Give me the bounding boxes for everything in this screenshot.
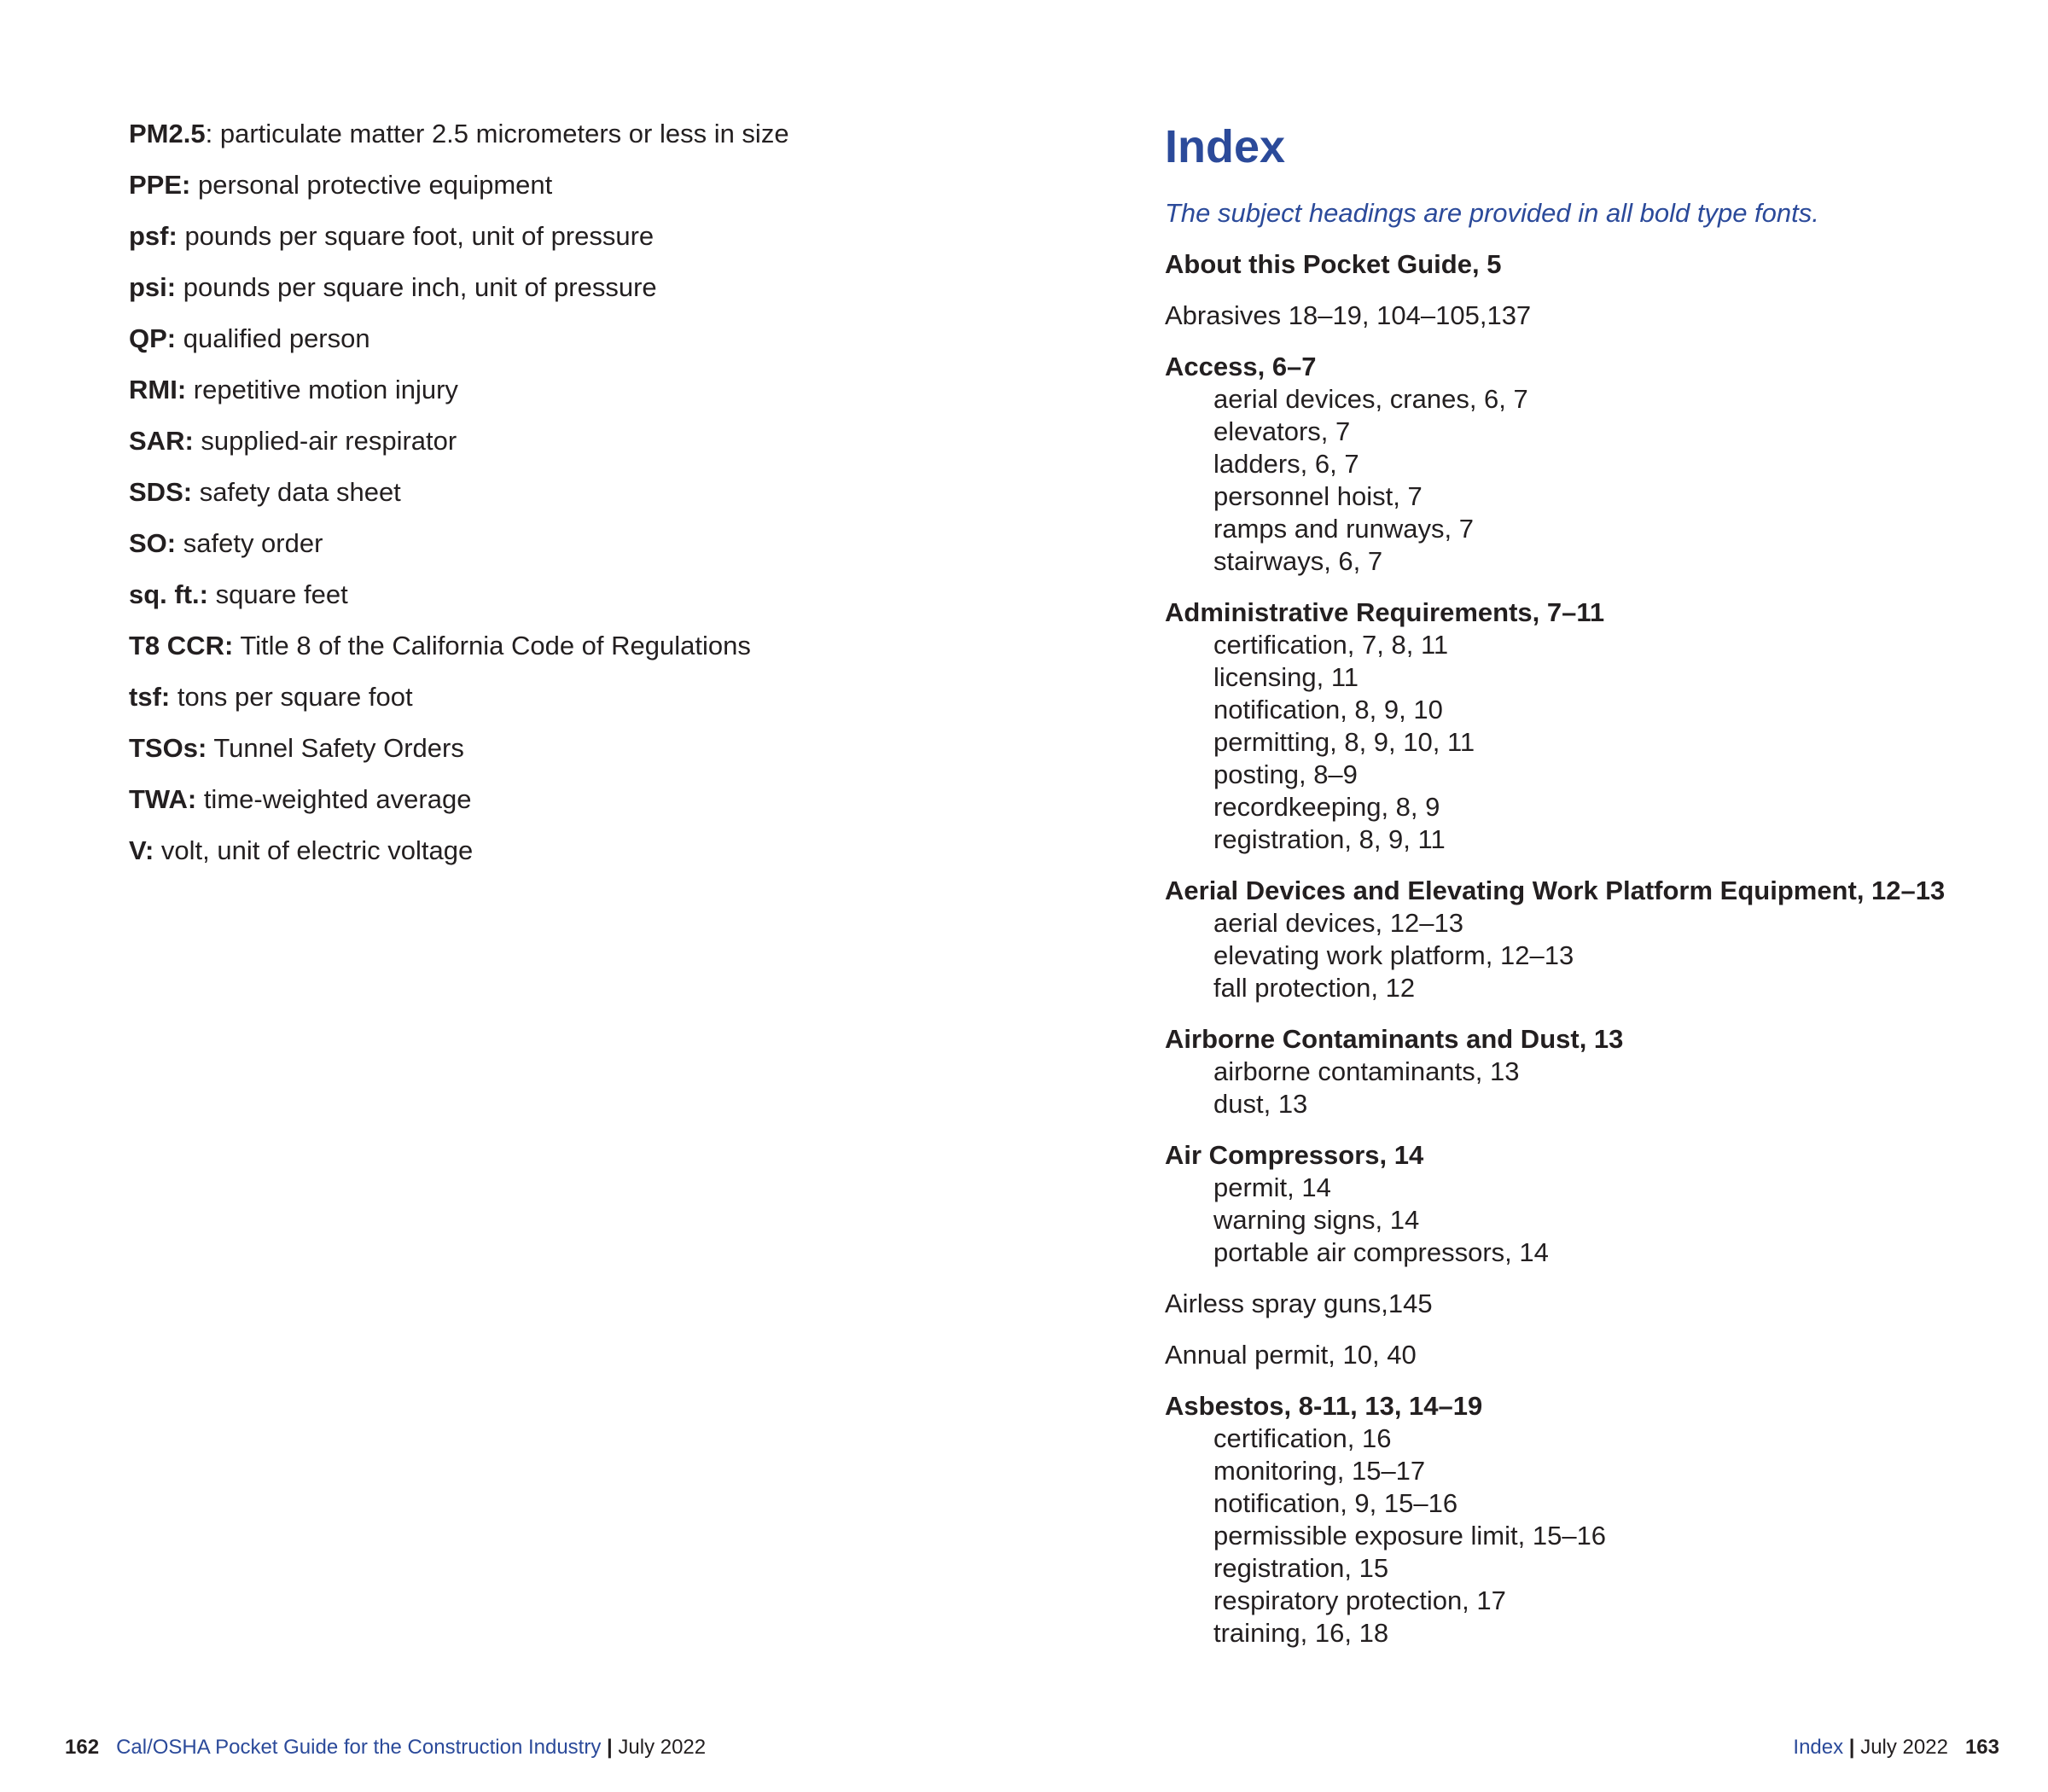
right-page [1024, 0, 2048, 1792]
glossary-item [129, 476, 982, 509]
index-subentry: airborne contaminants, 13 [1213, 1056, 1520, 1086]
glossary-item [129, 425, 982, 457]
glossary-term: TSOs: [129, 733, 207, 763]
glossary-item [129, 323, 982, 355]
index-subentry: stairways, 6, 7 [1213, 546, 1383, 576]
glossary-definition: Title 8 of the California Code of Regulations [233, 631, 751, 660]
glossary-item [129, 169, 982, 201]
index-entry [1165, 248, 2027, 281]
index-subentry: certification, 7, 8, 11 [1213, 630, 1449, 660]
glossary-item [129, 374, 982, 406]
index-entry [1165, 300, 2027, 332]
index-subentry: respiratory protection, 17 [1213, 1585, 1506, 1615]
glossary-term: SDS: [129, 477, 193, 507]
index-entry-heading: Annual permit, 10, 40 [1165, 1340, 1417, 1370]
index-subject-heading: Asbestos, 8-11, 13, 14–19 [1165, 1391, 1483, 1421]
glossary-item [129, 118, 982, 150]
glossary-term: T8 CCR: [129, 631, 234, 660]
glossary-term: TWA: [129, 784, 197, 814]
index-title: Index [1165, 121, 1286, 172]
index-subentry: posting, 8–9 [1213, 759, 1358, 789]
glossary-term: SAR: [129, 426, 194, 456]
index-subentry: recordkeeping, 8, 9 [1213, 792, 1440, 822]
index-note: The subject headings are provided in all bold type fonts. [1165, 198, 1819, 228]
index-subject-heading: Air Compressors, 14 [1165, 1140, 1424, 1170]
footer-section: Index [1793, 1736, 1844, 1759]
index-subentry: notification, 9, 15–16 [1213, 1488, 1458, 1518]
glossary-definition: personal protective equipment [190, 170, 553, 200]
index-subentry: training, 16, 18 [1213, 1618, 1389, 1648]
index-subentry: permit, 14 [1213, 1172, 1331, 1202]
index-subentry: certification, 16 [1213, 1423, 1392, 1453]
footer-separator: | [1848, 1736, 1855, 1759]
index-subentry: registration, 8, 9, 11 [1213, 824, 1446, 854]
footer-date: July 2022 [618, 1736, 707, 1759]
index-subentry: ladders, 6, 7 [1213, 449, 1359, 479]
glossary-definition: Tunnel Safety Orders [207, 733, 464, 763]
index-entry [1165, 1339, 2027, 1371]
index-entry [1165, 875, 2027, 1004]
glossary-term: psi: [129, 272, 177, 302]
glossary-definition: time-weighted average [196, 784, 472, 814]
index-subentry: aerial devices, 12–13 [1213, 908, 1463, 938]
index-subentry: elevators, 7 [1213, 416, 1351, 446]
glossary-definition: safety order [176, 528, 323, 558]
glossary-definition: pounds per square foot, unit of pressure [177, 221, 655, 251]
index-subentry: elevating work platform, 12–13 [1213, 940, 1574, 970]
index-subject-heading: Aerial Devices and Elevating Work Platform Equipment, 12–13 [1165, 876, 1946, 905]
glossary-term: psf: [129, 221, 177, 251]
index-entries [1165, 248, 2027, 1649]
index-entry [1165, 1139, 2027, 1269]
glossary-term: PPE: [129, 170, 191, 200]
glossary-term: V: [129, 835, 154, 865]
index-subentry: ramps and runways, 7 [1213, 514, 1474, 544]
glossary-term: RMI: [129, 375, 187, 404]
index-subject-heading: Airborne Contaminants and Dust, 13 [1165, 1024, 1624, 1054]
glossary-term: tsf: [129, 682, 171, 712]
glossary-item [129, 732, 982, 765]
index-subentry: notification, 8, 9, 10 [1213, 695, 1443, 724]
index-subentry: dust, 13 [1213, 1089, 1308, 1119]
glossary-item [129, 579, 982, 611]
glossary-definition: pounds per square inch, unit of pressure [176, 272, 657, 302]
glossary-item [129, 681, 982, 713]
glossary-list [129, 118, 982, 886]
glossary-definition: tons per square foot [170, 682, 413, 712]
index-subentry: registration, 15 [1213, 1553, 1389, 1583]
glossary-item [129, 527, 982, 560]
glossary-term: SO: [129, 528, 177, 558]
index-subentry: licensing, 11 [1213, 662, 1359, 692]
index-subentry: monitoring, 15–17 [1213, 1456, 1426, 1486]
glossary-item [129, 835, 982, 867]
glossary-definition: : particulate matter 2.5 micrometers or less in size [205, 119, 789, 148]
index-subentry: permissible exposure limit, 15–16 [1213, 1521, 1607, 1551]
index-entry-heading: Abrasives 18–19, 104–105,137 [1165, 300, 1532, 330]
page-number-right: 163 [1964, 1736, 1999, 1759]
page-number-left: 162 [65, 1736, 100, 1759]
glossary-item [129, 783, 982, 816]
glossary-definition: volt, unit of electric voltage [154, 835, 474, 865]
glossary-term: PM2.5 [129, 119, 206, 148]
index-subject-heading: Access, 6–7 [1165, 352, 1317, 381]
index-subentry: warning signs, 14 [1213, 1205, 1420, 1235]
index-entry-heading: Airless spray guns,145 [1165, 1289, 1433, 1318]
glossary-item [129, 220, 982, 253]
index-subentry: fall protection, 12 [1213, 973, 1416, 1003]
glossary-item [129, 271, 982, 304]
footer-date: July 2022 [1860, 1736, 1948, 1759]
index-subentry: permitting, 8, 9, 10, 11 [1213, 727, 1475, 757]
footer-right [1793, 1734, 1999, 1761]
index-subentry: portable air compressors, 14 [1213, 1237, 1549, 1267]
glossary-definition: square feet [208, 579, 348, 609]
index-entry [1165, 1390, 2027, 1649]
index-entry [1165, 1023, 2027, 1120]
index-entry [1165, 351, 2027, 578]
glossary-definition: safety data sheet [192, 477, 401, 507]
index-subject-heading: About this Pocket Guide, 5 [1165, 249, 1502, 279]
glossary-item [129, 630, 982, 662]
footer-left [65, 1734, 706, 1761]
index-subentry: personnel hoist, 7 [1213, 481, 1423, 511]
glossary-term: QP: [129, 323, 177, 353]
glossary-definition: supplied-air respirator [193, 426, 457, 456]
index-entry [1165, 1288, 2027, 1320]
glossary-term: sq. ft.: [129, 579, 208, 609]
index-subentry: aerial devices, cranes, 6, 7 [1213, 384, 1528, 414]
index-subject-heading: Administrative Requirements, 7–11 [1165, 597, 1605, 627]
glossary-definition: repetitive motion injury [186, 375, 458, 404]
publication-title: Cal/OSHA Pocket Guide for the Construction Industry [116, 1736, 602, 1759]
index-section [1165, 119, 2027, 1668]
footer-separator: | [607, 1736, 613, 1759]
glossary-definition: qualified person [176, 323, 370, 353]
index-entry [1165, 596, 2027, 856]
